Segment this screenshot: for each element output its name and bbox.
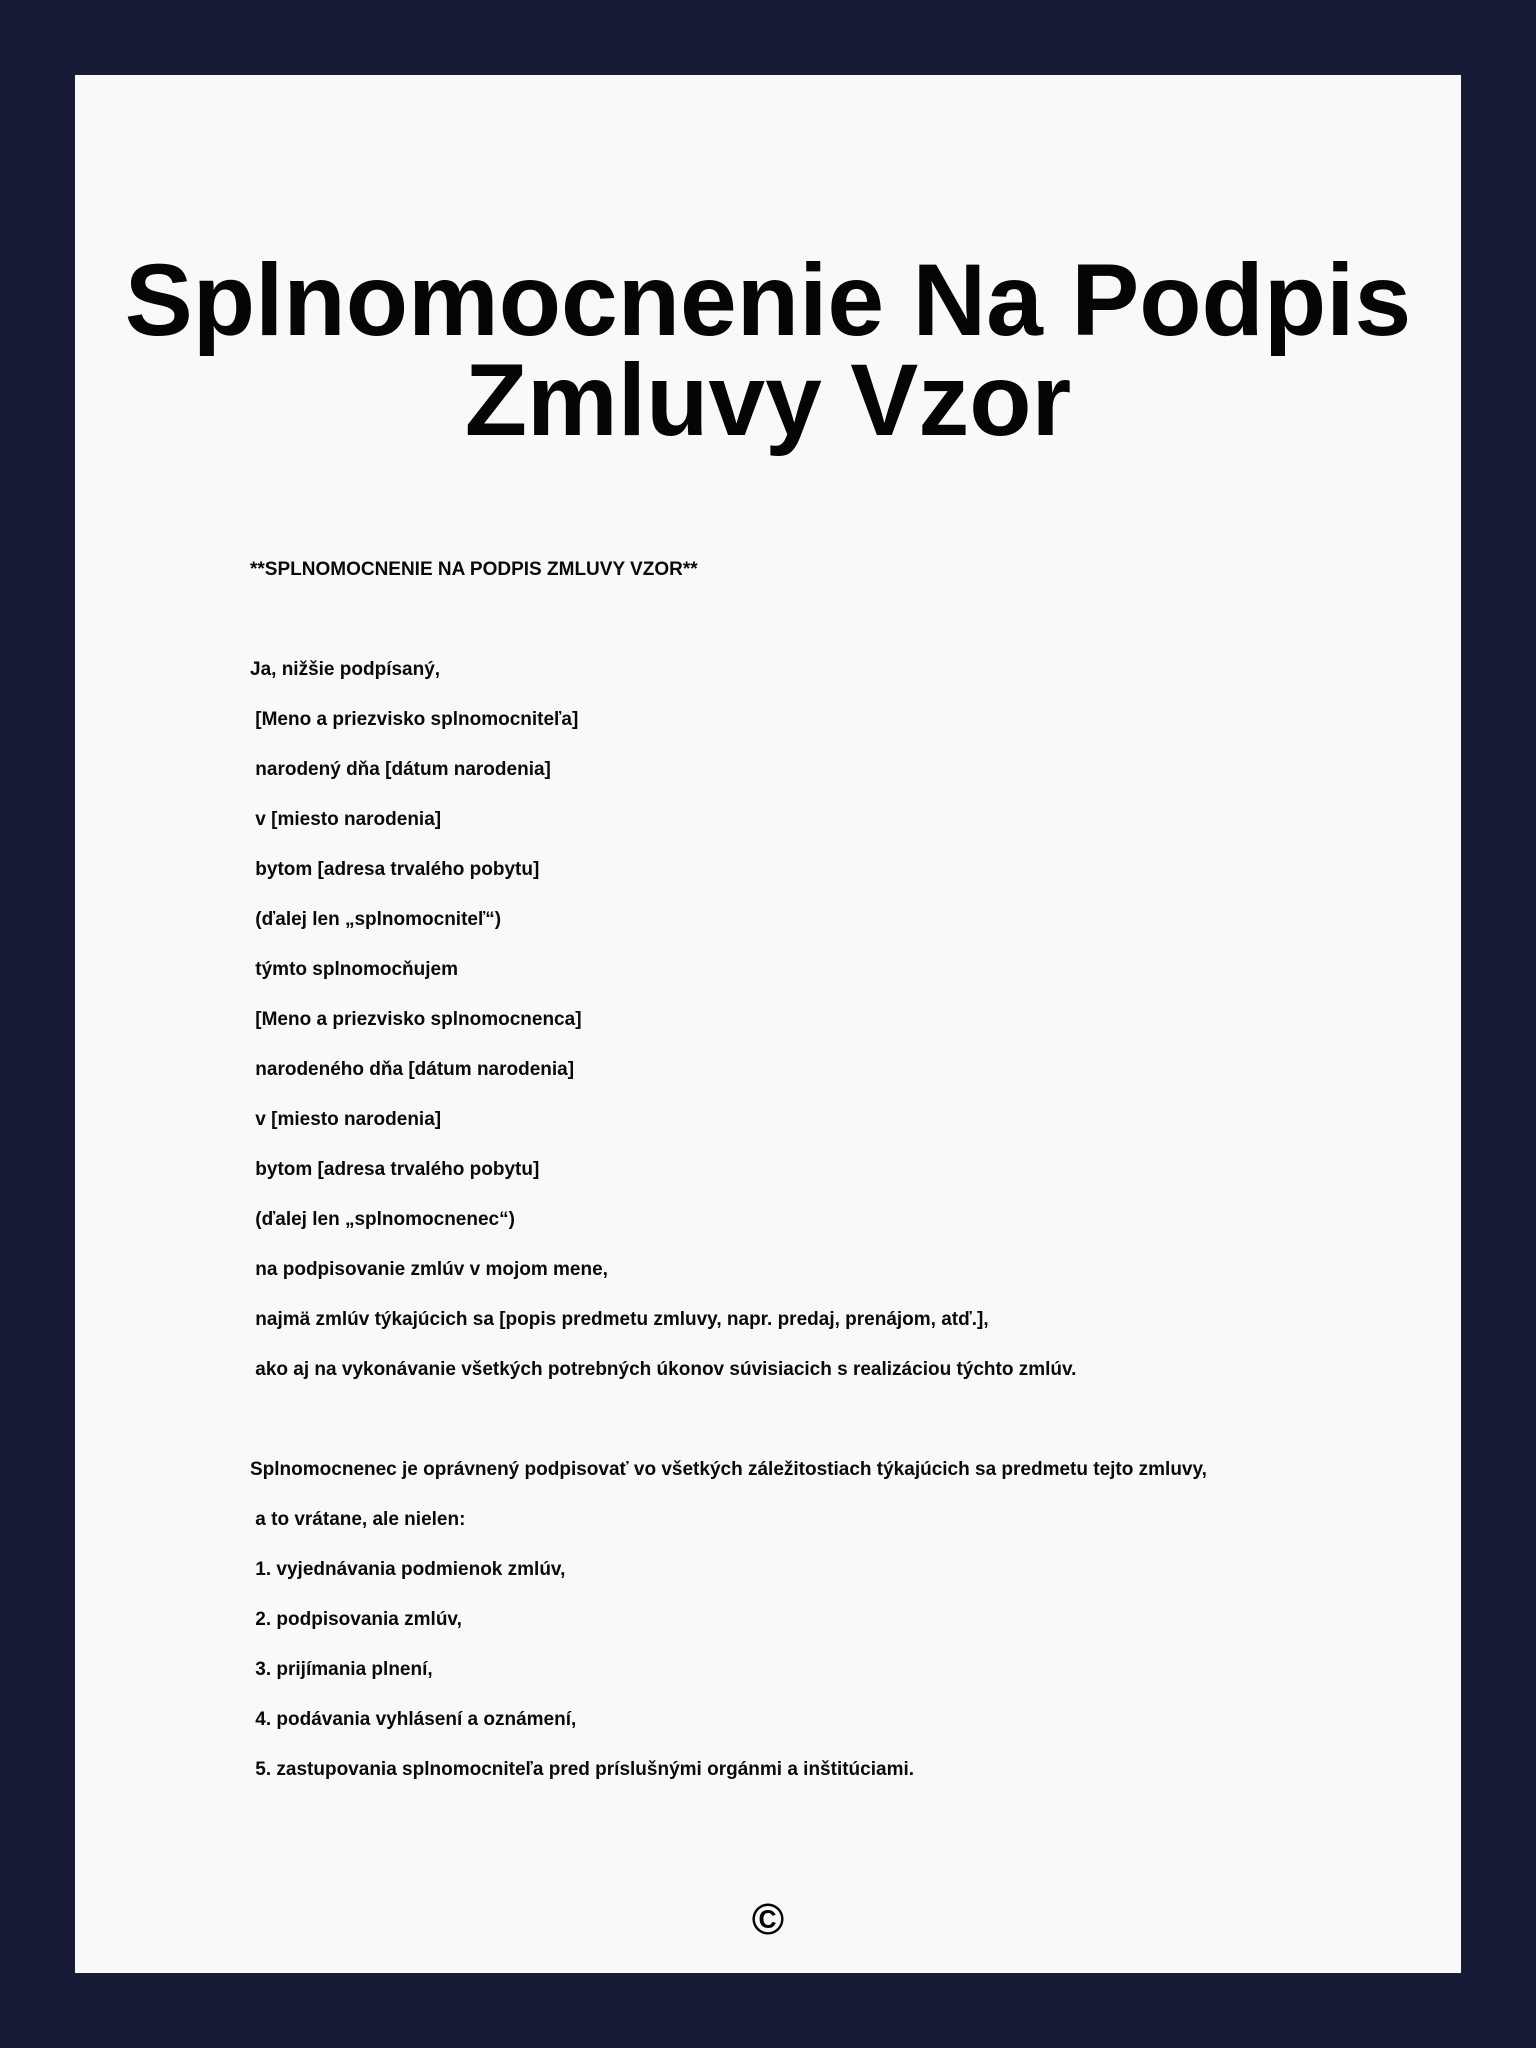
body-line: Splnomocnenec je oprávnený podpisovať vo všetkých záležitostiach týkajúcich sa predmetu tejto zmluvy, <box>250 1459 1207 1480</box>
body-line: narodený dňa [dátum narodenia] <box>250 759 551 780</box>
document-page <box>75 75 1461 1973</box>
body-line: (ďalej len „splnomocniteľ“) <box>250 909 502 930</box>
body-line: a to vrátane, ale nielen: <box>250 1509 466 1530</box>
list-item: 5. zastupovania splnomocniteľa pred príslušnými orgánmi a inštitúciami. <box>250 1759 915 1780</box>
blank-line <box>250 1395 1350 1445</box>
body-line: najmä zmlúv týkajúcich sa [popis predmetu zmluvy, napr. predaj, prenájom, atď.], <box>250 1309 989 1330</box>
list-item: 2. podpisovania zmlúv, <box>250 1609 462 1630</box>
title-line-1: Splnomocnenie Na Podpis <box>124 243 1412 357</box>
document-body <box>250 545 1350 1795</box>
body-line: v [miesto narodenia] <box>250 809 442 830</box>
title-line-2: Zmluvy Vzor <box>464 343 1072 457</box>
list-item: 1. vyjednávania podmienok zmlúv, <box>250 1559 566 1580</box>
copyright-icon: © <box>751 1895 785 1944</box>
body-line: Ja, nižšie podpísaný, <box>250 659 441 680</box>
list-item: 4. podávania vyhlásení a oznámení, <box>250 1709 577 1730</box>
body-line: bytom [adresa trvalého pobytu] <box>250 859 540 880</box>
body-line: [Meno a priezvisko splnomocnenca] <box>250 1009 582 1030</box>
body-line: narodeného dňa [dátum narodenia] <box>250 1059 575 1080</box>
page-title <box>75 243 1461 457</box>
body-line: na podpisovanie zmlúv v mojom mene, <box>250 1259 608 1280</box>
heading-line: **SPLNOMOCNENIE NA PODPIS ZMLUVY VZOR** <box>250 559 698 580</box>
list-item: 3. prijímania plnení, <box>250 1659 433 1680</box>
body-line: v [miesto narodenia] <box>250 1109 442 1130</box>
body-line: bytom [adresa trvalého pobytu] <box>250 1159 540 1180</box>
blank-line <box>250 595 1350 645</box>
body-line: (ďalej len „splnomocnenec“) <box>250 1209 515 1230</box>
body-line: ako aj na vykonávanie všetkých potrebných úkonov súvisiacich s realizáciou týchto zmlúv. <box>250 1359 1077 1380</box>
body-line: týmto splnomocňujem <box>250 959 458 980</box>
body-line: [Meno a priezvisko splnomocniteľa] <box>250 709 579 730</box>
